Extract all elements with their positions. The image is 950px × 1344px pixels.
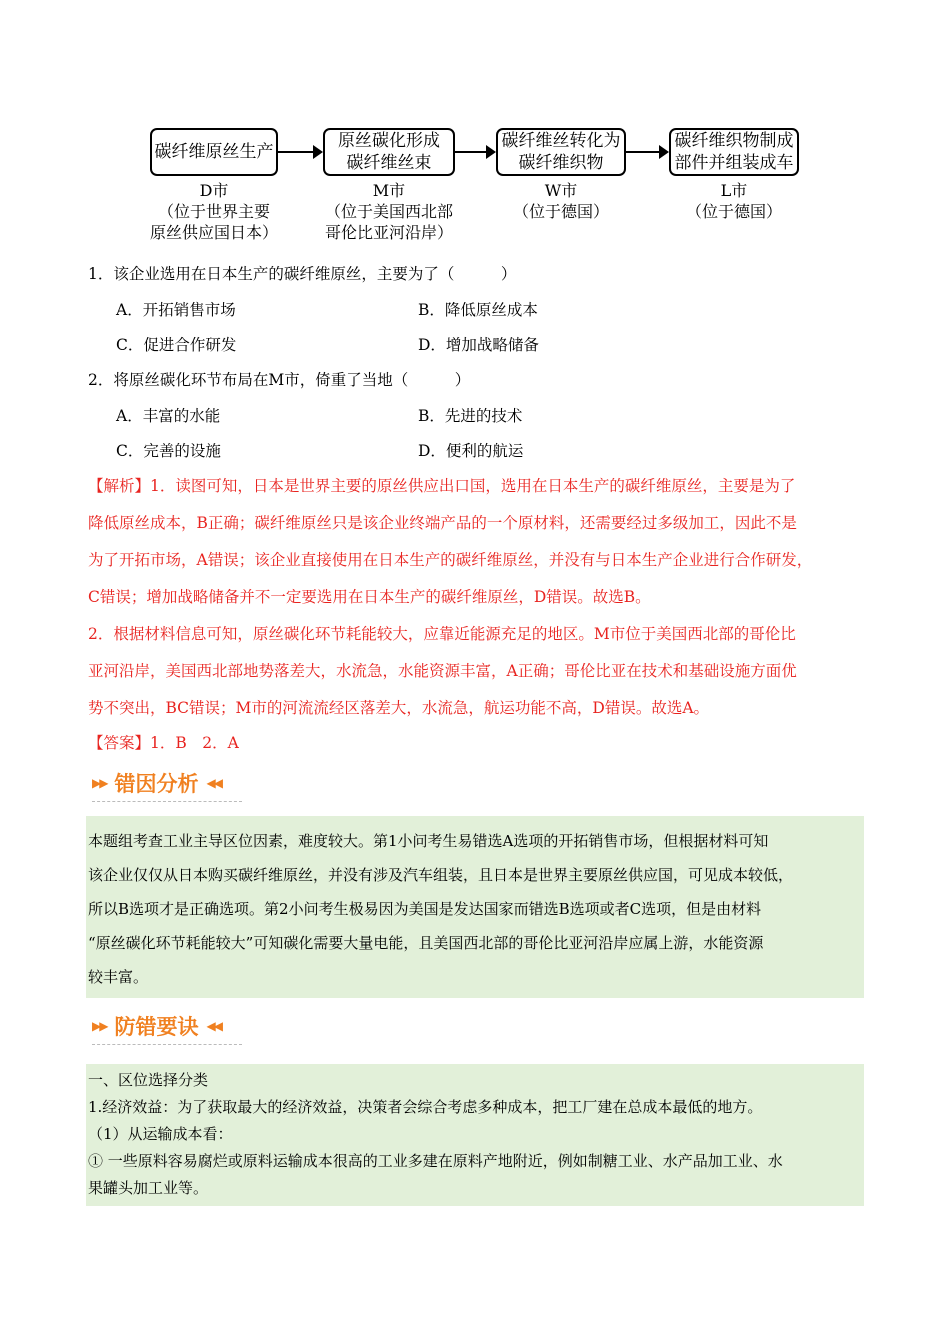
double-left-triangle-icon: ◀◀ xyxy=(206,1019,221,1033)
analysis-line: 势不突出，BC错误；M市的河流流经区落差大，水流急，航运功能不高，D错误。故选A。 xyxy=(88,699,710,717)
question-2-stem: 2．将原丝碳化环节布局在M市，倚重了当地（ ） xyxy=(88,371,471,389)
analysis-line: 亚河沿岸，美国西北部地势落差大，水流急，水能资源丰富，A正确；哥伦比亚在技术和基础设施方面优 xyxy=(88,662,797,680)
section-header-error-cause xyxy=(92,766,221,800)
q1-option-b: B．降低原丝成本 xyxy=(418,301,538,319)
flow-arrow xyxy=(626,151,660,153)
section-title: 错因分析 xyxy=(114,772,199,796)
section-title: 防错要诀 xyxy=(114,1015,199,1039)
analysis-line: 降低原丝成本，B正确；碳纤维原丝只是该企业终端产品的一个原材料，还需要经过多级加工，因此不是 xyxy=(88,514,797,532)
q1-option-a: A．开拓销售市场 xyxy=(116,301,236,319)
prevention-line: 1.经济效益：为了获取最大的经济效益，决策者会综合考虑多种成本，把工厂建在总成本最低的地方。 xyxy=(88,1098,763,1116)
analysis-line: 【解析】1．读图可知，日本是世界主要的原丝供应出口国，选用在日本生产的碳纤维原丝，主要是为了 xyxy=(88,477,796,495)
q1-option-d: D．增加战略储备 xyxy=(418,336,539,354)
flow-arrow xyxy=(278,151,314,153)
prevention-line: （1）从运输成本看： xyxy=(88,1125,233,1143)
prevention-line: 一、区位选择分类 xyxy=(88,1071,209,1089)
flow-box-w: 碳纤维丝转化为 碳纤维织物 xyxy=(496,128,626,176)
flow-box-d: 碳纤维原丝生产 xyxy=(150,128,278,176)
q2-option-b: B．先进的技术 xyxy=(418,407,523,425)
prevention-line: 果罐头加工业等。 xyxy=(88,1179,209,1197)
double-right-triangle-icon: ▶▶ xyxy=(92,776,107,790)
error-cause-line: 本题组考查工业主导区位因素，难度较大。第1小问考生易错选A选项的开拓销售市场，但根据材料可知 xyxy=(88,832,769,850)
error-cause-line: “原丝碳化环节耗能较大”可知碳化需要大量电能，且美国西北部的哥伦比亚河沿岸应属上游，水能资源 xyxy=(88,934,764,952)
q2-option-a: A．丰富的水能 xyxy=(116,407,221,425)
error-cause-box xyxy=(86,816,864,998)
question-1-stem: 1．该企业选用在日本生产的碳纤维原丝，主要为了（ ） xyxy=(88,265,517,283)
prevention-box xyxy=(86,1064,864,1206)
double-right-triangle-icon: ▶▶ xyxy=(92,1019,107,1033)
error-cause-line: 较丰富。 xyxy=(88,968,149,986)
error-cause-line: 所以B选项才是正确选项。第2小问考生极易因为美国是发达国家而错选B选项或者C选项，但是由材料 xyxy=(88,900,762,918)
node-label-l: L市 （位于德国） xyxy=(685,181,782,221)
q2-option-c: C．完善的设施 xyxy=(116,442,221,460)
node-label-m: M市 （位于美国西北部 哥伦比亚河沿岸） xyxy=(324,181,453,242)
flow-box-m: 原丝碳化形成 碳纤维丝束 xyxy=(323,128,455,176)
analysis-line: 2．根据材料信息可知，原丝碳化环节耗能较大，应靠近能源充足的地区。M市位于美国西北部的哥伦比 xyxy=(88,625,796,643)
section-header-prevention xyxy=(92,1009,221,1043)
node-label-w: W市 （位于德国） xyxy=(512,181,609,221)
flow-arrow xyxy=(455,151,487,153)
q2-option-d: D．便利的航运 xyxy=(418,442,524,460)
node-label-d: D市 （位于世界主要 原丝供应国日本） xyxy=(149,181,278,242)
section-divider xyxy=(92,801,242,802)
analysis-line: C错误；增加战略储备并不一定要选用在日本生产的碳纤维原丝，D错误。故选B。 xyxy=(88,588,651,606)
answer-line: 【答案】1．B 2．A xyxy=(88,734,239,752)
q1-option-c: C．促进合作研发 xyxy=(116,336,237,354)
prevention-line: ① 一些原料容易腐烂或原料运输成本很高的工业多建在原料产地附近，例如制糖工业、水产品加工业、水 xyxy=(88,1152,783,1170)
flow-box-l: 碳纤维织物制成 部件并组装成车 xyxy=(669,128,799,176)
double-left-triangle-icon: ◀◀ xyxy=(206,776,221,790)
section-divider xyxy=(92,1044,242,1045)
analysis-line: 为了开拓市场，A错误；该企业直接使用在日本生产的碳纤维原丝，并没有与日本生产企业进行合作研发， xyxy=(88,551,813,569)
error-cause-line: 该企业仅仅从日本购买碳纤维原丝，并没有涉及汽车组装，且日本是世界主要原丝供应国，可见成本较低， xyxy=(88,866,794,884)
